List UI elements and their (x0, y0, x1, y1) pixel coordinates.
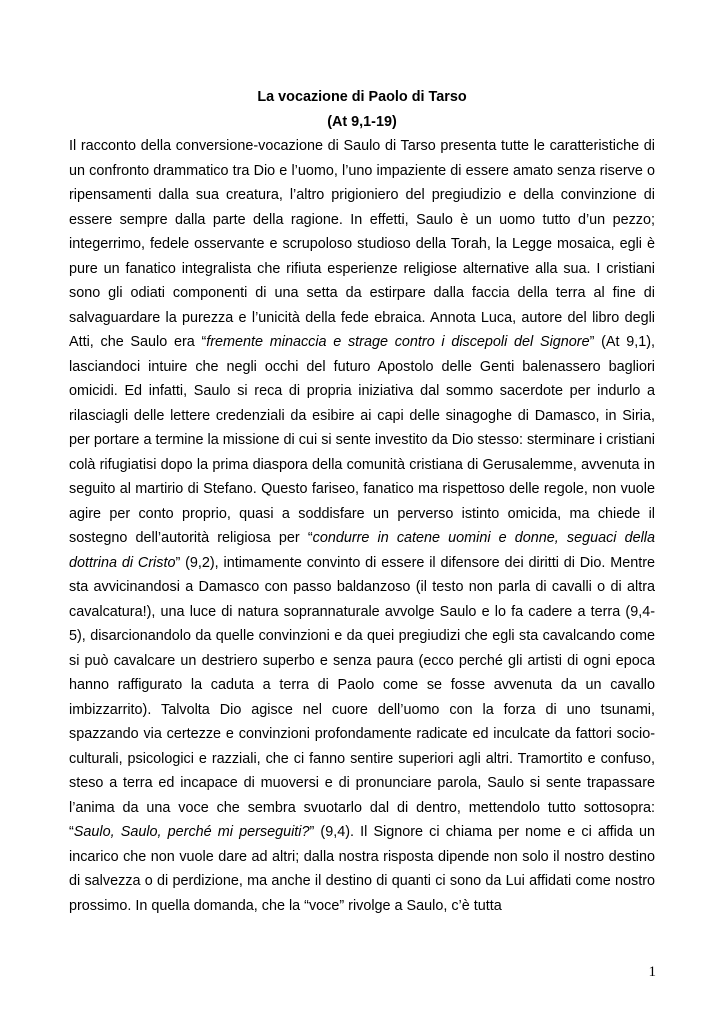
text-run: Il racconto della conversione-vocazione di Saulo di Tarso presenta tutte le caratteristiche di un confronto drammatico tra Dio e l’uomo, l’uno impaziente di essere amato senza riserve o ripensamenti dalla sua creatura, l’altro prigioniero del pregiudizio e della convinzione di essere sempre dalla parte della ragione. In effetti, Saulo è un uomo tutto d’un pezzo; integerrimo, fedele osservante e scrupoloso studioso della Torah, la Legge mosaica, egli è pure un fanatico integralista che rifiuta esperienze religiose alternative alla sua. I cristiani sono gli odiati componenti di una setta da estirpare dalla faccia della terra al fine di salvaguardare la purezza e l’unicità della fede ebraica. Annota Luca, autore del libro degli Atti, che Saulo era “ (69, 138, 655, 350)
quote-fremente: fremente minaccia e strage contro i discepoli del Signore (206, 334, 590, 350)
document-title: La vocazione di Paolo di Tarso (257, 89, 467, 105)
text-run: ” (9,2), intimamente convinto di essere il difensore dei diritti di Dio. Mentre sta avvicinandosi a Damasco con passo baldanzoso (il testo non parla di cavalli o di altra cavalcatura!), una luce di natura soprannaturale avvolge Saulo e lo fa cadere a terra (9,4-5), disarcionandolo da quelle convinzioni e da quei pregiudizi che egli sta cavalcando come si può cavalcare un destriero superbo e senza paura (ecco perché gli artisti di ogni epoca hanno raffigurato la caduta a terra di Paolo come se fosse avvenuta da un cavallo imbizzarrito). Talvolta Dio agisce nel cuore dell’uomo con la forza di uno tsunami, spazzando via certezze e convinzioni profondamente radicate ed inculcate da fattori socio-culturali, psicologici e razziali, che ci fanno sentire superiori agli altri. Tramortito e confuso, steso a terra ed incapace di muoversi e di pronunciare parola, Saulo si sente trapassare l’anima da una voce che sembra svuotarlo dal di dentro, mettendolo tutto sottosopra: “ (69, 554, 655, 840)
body-paragraph (69, 134, 655, 918)
text-run: ” (At 9,1), lasciandoci intuire che negli occhi del futuro Apostolo delle Genti balenassero bagliori omicidi. Ed infatti, Saulo si reca di propria iniziativa dal sommo sacerdote per indurlo a rilasciagli delle lettere credenziali da esibire ai capi delle sinagoghe di Damasco, in Siria, per portare a termine la missione di cui si sente investito da Dio stesso: sterminare i cristiani colà rifugiatisi dopo la prima diaspora della comunità cristiana di Gerusalemme, avvenuta in seguito al martirio di Stefano. Questo fariseo, fanatico ma rispettoso delle regole, non vuole agire per conto proprio, quasi a soddisfare un perverso istinto omicida, ma chiede il sostegno dell’autorità religiosa per “ (69, 334, 655, 546)
page-content (69, 85, 655, 918)
quote-condurre: condurre in catene uomini e donne, seguaci della dottrina di Cristo (69, 530, 655, 571)
quote-saulo: Saulo, Saulo, perché mi perseguiti? (73, 824, 310, 840)
page-number: 1 (648, 964, 656, 980)
scripture-reference: (At 9,1-19) (327, 113, 397, 130)
text-run: ” (9,4). Il Signore ci chiama per nome e ci affida un incarico che non vuole dare ad altri; dalla nostra risposta dipende non solo il nostro destino di salvezza o di perdizione, ma anche il destino di quanti ci sono da Lui affidati come nostro prossimo. In quella domanda, che la “voce” rivolge a Saulo, c’è tutta (69, 824, 655, 914)
